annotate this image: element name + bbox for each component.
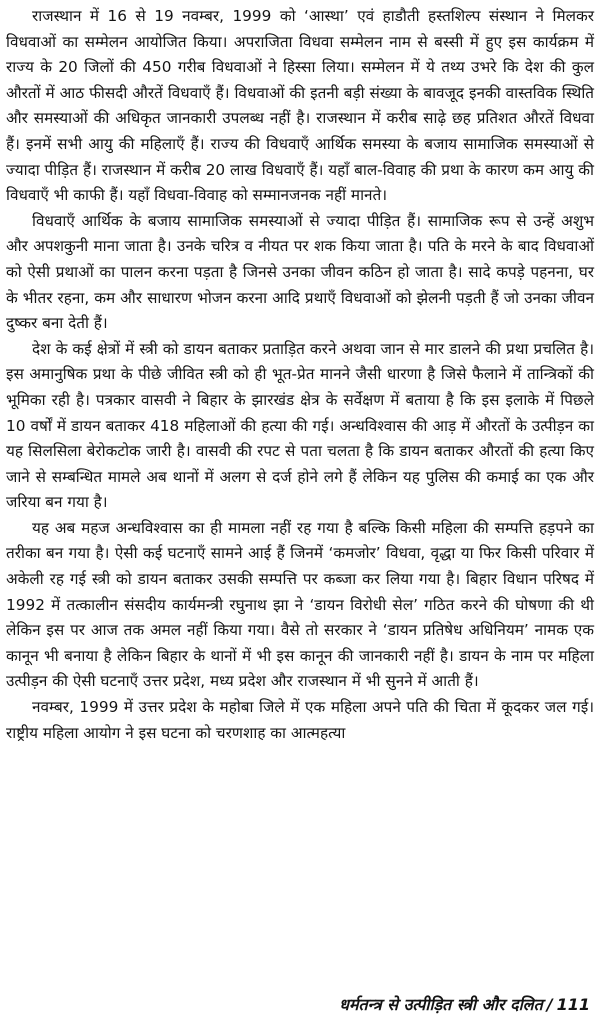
book-title: धर्मतन्त्र से उत्पीड़ित स्त्री और दलित — [339, 995, 543, 1014]
paragraph-5: नवम्बर, 1999 में उत्तर प्रदेश के महोबा जिले में एक महिला अपने पति की चिता में कूदकर जल गई। राष्ट्रीय महिला आयोग ने इस घटना को चरणशाह का आत्महत्या — [6, 698, 594, 742]
footer-separator: / — [546, 995, 553, 1014]
paragraph-3: देश के कई क्षेत्रों में स्त्री को डायन बताकर प्रताड़ित करने अथवा जान से मार डालने की प्रथा प्रचलित है। इस अमानुषिक प्रथा के पीछे जीवित स्त्री को ही भूत-प्रेत मानने जैसी धारणा है जिसे फैलाने में तान्त्रिकों की भूमिका रही है। पत्रकार वासवी ने बिहार के झारखंड क्षेत्र के सर्वेक्षण में बताया है कि इस इलाके में पिछले 10 वर्षों में डायन बताकर 418 महिलाओं की हत्या की गई। अन्धविश्वास की आड़ में औरतों के उत्पीड़न का यह सिलसिला बेरोकटोक जारी है। वासवी की रपट से पता चलता है कि डायन बताकर औरतों की हत्या किए जाने से सम्बन्धित मामले अब थानों में अलग से दर्ज होने लगे हैं लेकिन यह पुलिस की कमाई का एक और जरिया बन गया है। — [6, 339, 594, 512]
document-page — [6, 4, 594, 1025]
body-text — [6, 4, 594, 746]
page-number: 111 — [556, 995, 590, 1014]
paragraph-2: विधवाएँ आर्थिक के बजाय सामाजिक समस्याओं से ज्यादा पीड़ित हैं। सामाजिक रूप से उन्हें अशुभ और अपशकुनी माना जाता है। उनके चरित्र व नीयत पर शक किया जाता है। पति के मरने के बाद विधवाओं को ऐसी प्रथाओं का पालन करना पड़ता है जिनसे उनका जीवन कठिन हो जाता है। सादे कपड़े पहनना, घर के भीतर रहना, कम और साधारण भोजन करना आदि प्रथाएँ विधवाओं को झेलनी पड़ती हैं जो उनका जीवन दुष्कर बना देती हैं। — [6, 211, 594, 333]
running-footer — [339, 993, 590, 1015]
paragraph-1: राजस्थान में 16 से 19 नवम्बर, 1999 को ‘आस्था’ एवं हाडौती हस्तशिल्प संस्थान ने मिलकर विधवाओं का सम्मेलन आयोजित किया। अपराजिता विधवा सम्मेलन नाम से बस्सी में हुए इस कार्यक्रम में राज्य के 20 जिलों की 450 गरीब विधवाओं ने हिस्सा लिया। सम्मेलन में ये तथ्य उभरे कि देश की कुल औरतों में आठ फीसदी औरतें विधवाएँ हैं। विधवाओं की इतनी बड़ी संख्या के बावजूद इनकी वास्तविक स्थिति और समस्याओं की अधिकृत जानकारी उपलब्ध नहीं है। राजस्थान में करीब साढ़े छह प्रतिशत औरतें विधवा हैं। इनमें सभी आयु की महिलाएँ हैं। राज्य की विधवाएँ आर्थिक समस्या के बजाय सामाजिक समस्याओं से ज्यादा पीड़ित हैं। राजस्थान में करीब 20 लाख विधवाएँ हैं। यहाँ बाल-विवाह की प्रथा के कारण कम आयु की विधवाएँ भी काफी हैं। यहाँ विधवा-विवाह को सम्मानजनक नहीं मानते। — [6, 7, 594, 205]
paragraph-4: यह अब महज अन्धविश्वास का ही मामला नहीं रह गया है बल्कि किसी महिला की सम्पत्ति हड़पने का तरीका बन गया है। ऐसी कई घटनाएँ सामने आई हैं जिनमें ‘कमजोर’ विधवा, वृद्धा या फिर किसी परिवार में अकेली रह गई स्त्री को डायन बताकर उसकी सम्पत्ति पर कब्जा कर लिया गया है। बिहार विधान परिषद में 1992 में तत्कालीन संसदीय कार्यमन्त्री रघुनाथ झा ने ‘डायन विरोधी सेल’ गठित करने की घोषणा की थी लेकिन इस पर आज तक अमल नहीं किया गया। वैसे तो सरकार ने ‘डायन प्रतिषेध अधिनियम’ नामक एक कानून भी बनाया है लेकिन बिहार के थानों में भी इस कानून की जानकारी नहीं है। डायन के नाम पर महिला उत्पीड़न की ऐसी घटनाएँ उत्तर प्रदेश, मध्य प्रदेश और राजस्थान में भी सुनने में आती हैं। — [6, 518, 594, 691]
